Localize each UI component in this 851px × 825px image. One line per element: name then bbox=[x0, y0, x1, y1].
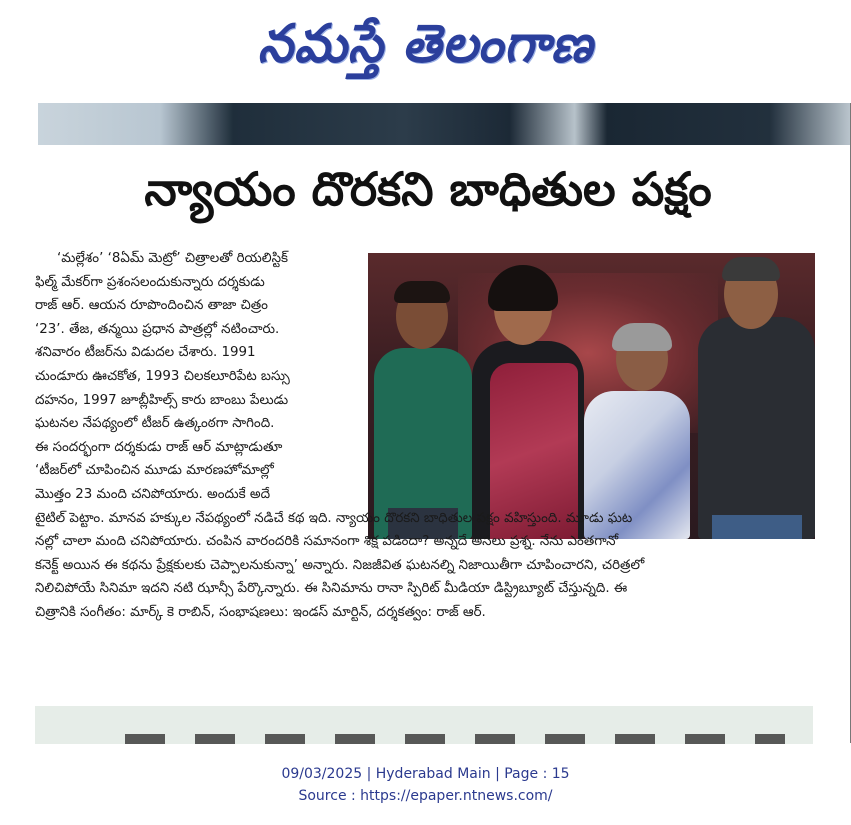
page-footer bbox=[0, 763, 851, 807]
article-text-line: చిత్రానికి సంగీతం: మార్క్ కె రాబిన్, సంభాషణలు: ఇండస్ మార్టిన్, దర్శకత్వం: రాజ్ ఆర్. bbox=[35, 604, 486, 620]
article-text-line: రాజ్ ఆర్. ఆయన రూపొందించిన తాజా చిత్రం bbox=[35, 298, 268, 314]
article-text-line: టైటిల్ పెట్టాం. మానవ హక్కుల నేపథ్యంలో నడిచే కథ ఇది. న్యాయం దొరకని బాధితుల పక్షం వహిస్తుంది. మూడు ఘట bbox=[35, 510, 633, 526]
article-body bbox=[35, 247, 813, 625]
next-article-strip bbox=[35, 706, 813, 744]
article-text-line: నిలిచిపోయే సినిమా ఇదని నటి ఝాన్సీ పేర్కొన్నారు. ఈ సినిమాను రానా స్పిరిట్ మీడియా డిస్ట్రిబ్యూట్ చేస్తున్నది. ఈ bbox=[35, 581, 628, 597]
article-text-line: మొత్తం 23 మంది చనిపోయారు. అందుకే అదే bbox=[35, 486, 271, 502]
article-text-line: నల్లో చాలా మంది చనిపోయారు. చంపిన వారందరికి సమానంగా శిక్ష పడిందా? అన్నదే అసలు ప్రశ్న. నేను ఎంతగానో bbox=[35, 534, 619, 550]
article-text-line: ఈ సందర్భంగా దర్శకుడు రాజ్ ఆర్ మాట్లాడుతూ bbox=[35, 439, 283, 455]
newspaper-logo: నమస్తే తెలంగాణ bbox=[257, 12, 594, 74]
article-text-line: దహనం, 1997 జూబ్లీహిల్స్ కారు బాంబు పేలుడు bbox=[35, 392, 289, 408]
article-text-line: ఘటనల నేపథ్యంలో టీజర్ ఉత్కంఠగా సాగింది. bbox=[35, 416, 275, 432]
masthead bbox=[0, 0, 851, 100]
article-text-line: ఫిల్మ్ మేకర్‌గా ప్రశంసలందుకున్నారు దర్శకుడు bbox=[35, 274, 265, 290]
footer-source: Source : https://epaper.ntnews.com/ bbox=[298, 788, 553, 804]
footer-date-edition: 09/03/2025 | Hyderabad Main | Page : 15 bbox=[281, 766, 570, 782]
article-text-line: చుండూరు ఊచకోత, 1993 చిలకలూరిపేట బస్సు bbox=[35, 368, 290, 384]
article-headline: న్యాయం దొరకని బాధితుల పక్షం bbox=[144, 162, 712, 216]
previous-article-photo-strip bbox=[38, 103, 851, 145]
article-body-full-width bbox=[35, 507, 813, 625]
article-body-wrapped-column bbox=[35, 247, 813, 507]
article-text-line: కనెక్ట్ అయిన ఈ కథను ప్రేక్షకులకు చెప్పాలనుకున్నా’ అన్నారు. నిజజీవిత ఘటనల్ని నిజాయితీగా చూపించారని, చరిత్రలో bbox=[35, 557, 645, 573]
article-text-line: శనివారం టీజర్‌ను విడుదల చేశారు. 1991 bbox=[35, 345, 256, 361]
article-text-line: ‘టీజర్‌లో చూపించిన మూడు మారణహోమాల్లో bbox=[35, 463, 274, 479]
article-text-line: ‘మల్లేశం’ ‘8ఏమ్ మెట్రో’ చిత్రాలతో రియలిస్టిక్ bbox=[57, 251, 288, 266]
article-text-line: ‘23’. తేజ, తన్మయి ప్రధాన పాత్రల్లో నటించారు. bbox=[35, 321, 280, 337]
